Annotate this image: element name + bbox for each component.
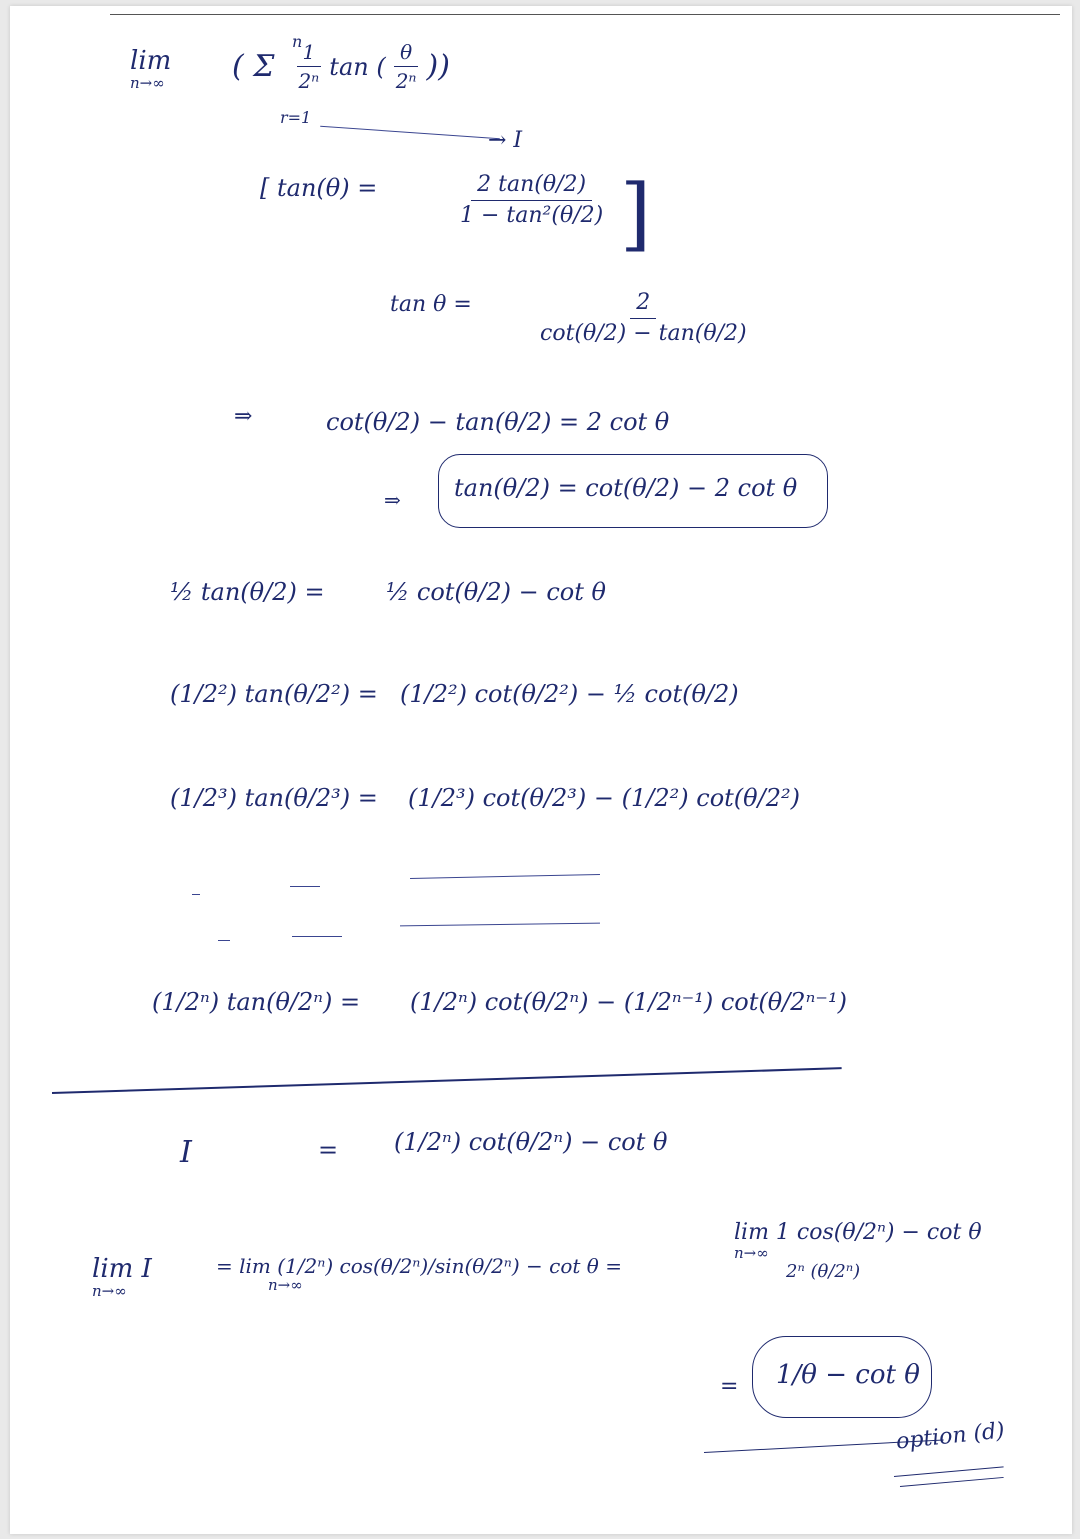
closing-parens: )) bbox=[426, 48, 450, 84]
sum-upper-limit: n bbox=[292, 32, 303, 51]
final-answer: 1/θ − cot θ bbox=[776, 1360, 920, 1390]
step-2-lhs: (1/2²) tan(θ/2²) = bbox=[170, 680, 378, 708]
option-underline bbox=[900, 1477, 1004, 1487]
limit-I-label: lim I n→∞ bbox=[92, 1254, 152, 1300]
step-1-rhs: ½ cot(θ/2) − cot θ bbox=[386, 578, 606, 606]
step-n-rhs: (1/2ⁿ) cot(θ/2ⁿ) − (1/2ⁿ⁻¹) cot(θ/2ⁿ⁻¹) bbox=[410, 988, 847, 1016]
cot-tan-identity: cot(θ/2) − tan(θ/2) = 2 cot θ bbox=[326, 408, 670, 436]
tan-double-angle-lhs: [ tan(θ) = bbox=[260, 174, 378, 202]
sum-lower-limit: r=1 bbox=[280, 108, 312, 127]
underbrace bbox=[320, 126, 500, 140]
step-2-rhs: (1/2²) cot(θ/2²) − ½ cot(θ/2) bbox=[400, 680, 739, 708]
option-underline bbox=[894, 1466, 1004, 1477]
lim-label: lim bbox=[130, 46, 172, 76]
step-3-rhs: (1/2³) cot(θ/2³) − (1/2²) cot(θ/2²) bbox=[408, 784, 800, 812]
continuation-dash bbox=[218, 940, 230, 941]
tan-double-angle-denominator: 1 − tan²(θ/2) bbox=[460, 203, 604, 228]
limit-rewrite: lim 1 cos(θ/2ⁿ) − cot θ n→∞ 2ⁿ (θ/2ⁿ) bbox=[734, 1220, 982, 1282]
continuation-dash bbox=[400, 923, 600, 927]
continuation-dash bbox=[290, 886, 320, 887]
sum-symbol: ( Σ bbox=[232, 48, 275, 84]
fraction-theta-over-2n: $\frac{\theta}{\text{2ⁿ}}$ bbox=[395, 40, 417, 93]
step-1-lhs: ½ tan(θ/2) = bbox=[170, 578, 325, 606]
tan-double-angle-numerator: 2 tan(θ/2) bbox=[471, 174, 592, 201]
sum-expression bbox=[232, 42, 450, 91]
limit-expression bbox=[130, 48, 171, 91]
key-identity: tan(θ/2) = cot(θ/2) − 2 cot θ bbox=[454, 474, 798, 502]
tan-theta-numerator: 2 bbox=[630, 292, 656, 319]
brace-label-I: → I bbox=[488, 128, 523, 153]
implies-2: ⇒ bbox=[384, 488, 401, 512]
handwritten-page bbox=[10, 6, 1072, 1534]
implies-1: ⇒ bbox=[234, 404, 253, 429]
continuation-dash bbox=[192, 894, 200, 895]
lim-subscript: n→∞ bbox=[130, 74, 165, 92]
tan-theta-denominator: cot(θ/2) − tan(θ/2) bbox=[540, 321, 747, 346]
limit-I-expansion: = lim (1/2ⁿ) cos(θ/2ⁿ)/sin(θ/2ⁿ) − cot θ = n→∞ bbox=[216, 1254, 622, 1294]
I-label: I bbox=[180, 1135, 192, 1170]
I-telescoped-result: (1/2ⁿ) cot(θ/2ⁿ) − cot θ bbox=[394, 1128, 668, 1156]
top-rule bbox=[110, 14, 1060, 15]
summation-rule bbox=[52, 1067, 842, 1093]
continuation-dash bbox=[410, 874, 600, 879]
tan-theta-lhs: tan θ = bbox=[390, 292, 472, 317]
step-n-lhs: (1/2ⁿ) tan(θ/2ⁿ) = bbox=[152, 988, 361, 1016]
tan-double-angle-bracket: ] bbox=[620, 167, 652, 260]
option-label: option (d) bbox=[894, 1418, 1006, 1455]
tan-theta-fraction bbox=[530, 292, 757, 345]
tan-label: tan ( bbox=[329, 52, 386, 81]
continuation-dash bbox=[292, 936, 342, 937]
final-equals: = bbox=[720, 1374, 739, 1399]
tan-double-angle-fraction bbox=[450, 174, 613, 227]
fraction-one-over-2n: $\frac{1}{\text{2ⁿ}}$ bbox=[298, 40, 320, 93]
I-equals: = bbox=[318, 1136, 339, 1164]
step-3-lhs: (1/2³) tan(θ/2³) = bbox=[170, 784, 378, 812]
